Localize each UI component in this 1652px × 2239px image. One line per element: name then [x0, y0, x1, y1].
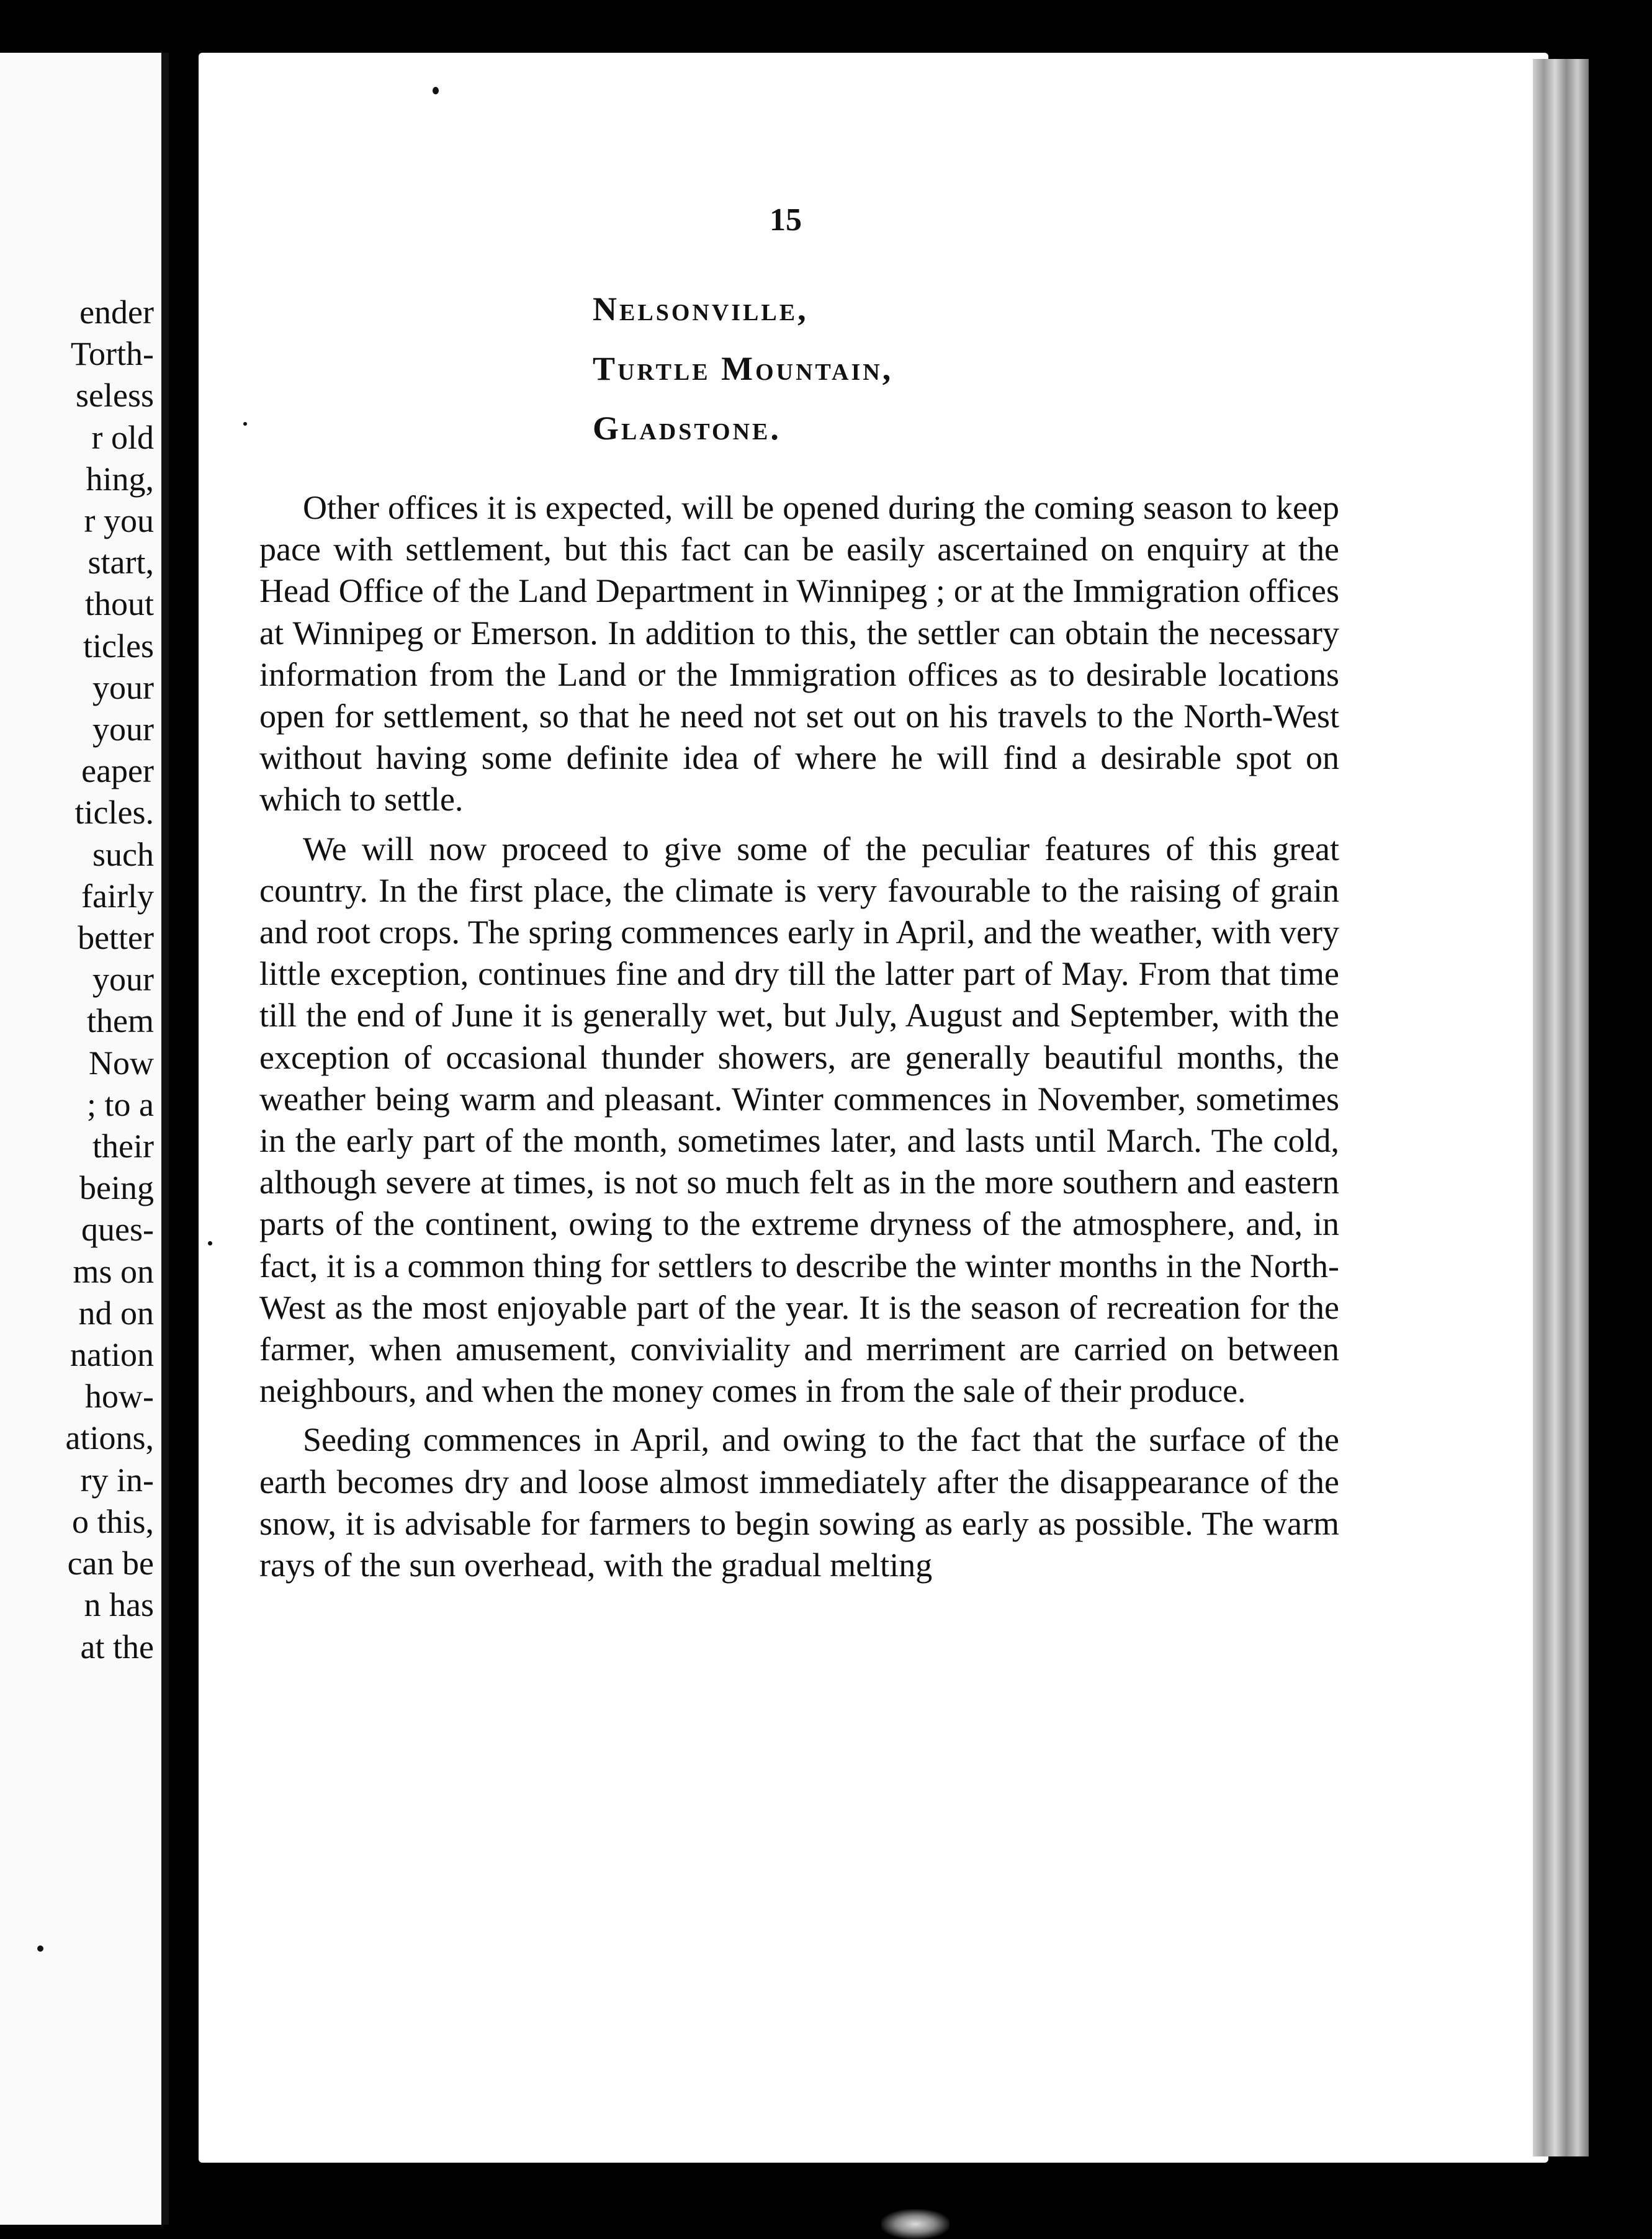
facing-page-line: can be [67, 1545, 154, 1582]
place-list [593, 279, 893, 458]
facing-page-line: such [92, 835, 154, 873]
ink-speck [208, 1241, 212, 1245]
facing-page-line: r you [84, 502, 154, 540]
scan-artifact [881, 2209, 949, 2239]
facing-page-line: seless [76, 377, 154, 415]
facing-page-line: fairly [81, 877, 154, 915]
facing-page-line: ; to a [87, 1085, 154, 1123]
facing-page-line: ticles. [74, 794, 154, 832]
facing-page-line: Torth- [70, 335, 154, 373]
ink-speck [37, 1945, 43, 1952]
place-name: Nelsonville, [593, 290, 809, 328]
facing-page-line: Now [89, 1044, 154, 1082]
facing-page-line: your [92, 961, 154, 998]
facing-page-line: ques- [81, 1211, 154, 1249]
paragraph: Other offices it is expected, will be opened during the coming season to keep pace with settlement, but this fact can be easily ascertained on enquiry at the Head Office of the Land Department in Winnipeg ; or at the Immigration offices at Winnipeg or Emerson. In addition to this, the settler can obtain the necessary information from the Land or the Immigration offices as to desirable locations open for settlement, so that he need not set out on his travels to the North-West without having some definite idea of where he will find a desirable spot on which to settle. [259, 489, 1339, 819]
ink-speck [243, 422, 247, 426]
facing-page-line: nd on [78, 1294, 154, 1332]
place-name: Gladstone. [593, 410, 781, 447]
body-text [259, 487, 1339, 1586]
facing-page-line: ms on [73, 1252, 154, 1290]
facing-page-left [0, 53, 169, 2225]
page-number: 15 [770, 202, 802, 238]
facing-page-line: being [79, 1169, 154, 1207]
facing-page-line: ender [79, 294, 154, 331]
facing-page-line: ations, [65, 1419, 154, 1457]
facing-page-line: better [78, 919, 154, 957]
facing-page-line: your [92, 668, 154, 706]
facing-page-line: their [92, 1128, 154, 1165]
facing-page-line: them [87, 1002, 154, 1040]
facing-page-line: at the [80, 1628, 154, 1666]
facing-page-line: o this, [71, 1502, 154, 1540]
facing-page-line: ry in- [80, 1461, 154, 1499]
ink-speck [433, 87, 439, 94]
facing-page-line: nation [70, 1336, 154, 1374]
facing-page-line: hing, [86, 460, 154, 498]
facing-page-line: eaper [81, 752, 154, 790]
facing-page-line: ticles [83, 627, 154, 665]
facing-page-line: r old [91, 418, 154, 456]
facing-page-line: your [92, 711, 154, 748]
paragraph: We will now proceed to give some of the peculiar features of this great country. In the first place, the climate is very favourable to the raising of grain and root crops. The spring commences early in April, and the weather, with very little exception, continues fine and dry till the latter part of May. From that time till the end of June it is generally wet, but July, August and September, with the exception of occasional thunder showers, are generally beautiful months, the weather being warm and pleasant. Winter commences in November, sometimes in the early part of the month, sometimes later, and lasts until March. The cold, although severe at times, is not so much felt as in the more southern and eastern parts of the continent, owing to the extreme dryness of the atmosphere, and, in fact, it is a common thing for settlers to describe the winter months in the North-West as the most enjoyable part of the year. It is the season of recreation for the farmer, when amusement, conviviality and merriment are carried on between neighbours, and when the money comes in from the sale of their produce. [259, 830, 1339, 1410]
facing-page-line: how- [85, 1378, 154, 1416]
place-name: Turtle Mountain, [593, 350, 894, 387]
page-edges [1533, 59, 1589, 2156]
facing-page-line: thout [84, 585, 154, 623]
facing-page-line: n has [84, 1586, 154, 1624]
paragraph: Seeding commences in April, and owing to the fact that the surface of the earth becomes dry and loose almost immediately after the disappearance of the snow, it is advisable for farmers to begin sowing as early as possible. The warm rays of the sun overhead, with the gradual melting [259, 1421, 1339, 1584]
facing-page-line: start, [88, 544, 154, 581]
facing-page-text [0, 292, 154, 1668]
